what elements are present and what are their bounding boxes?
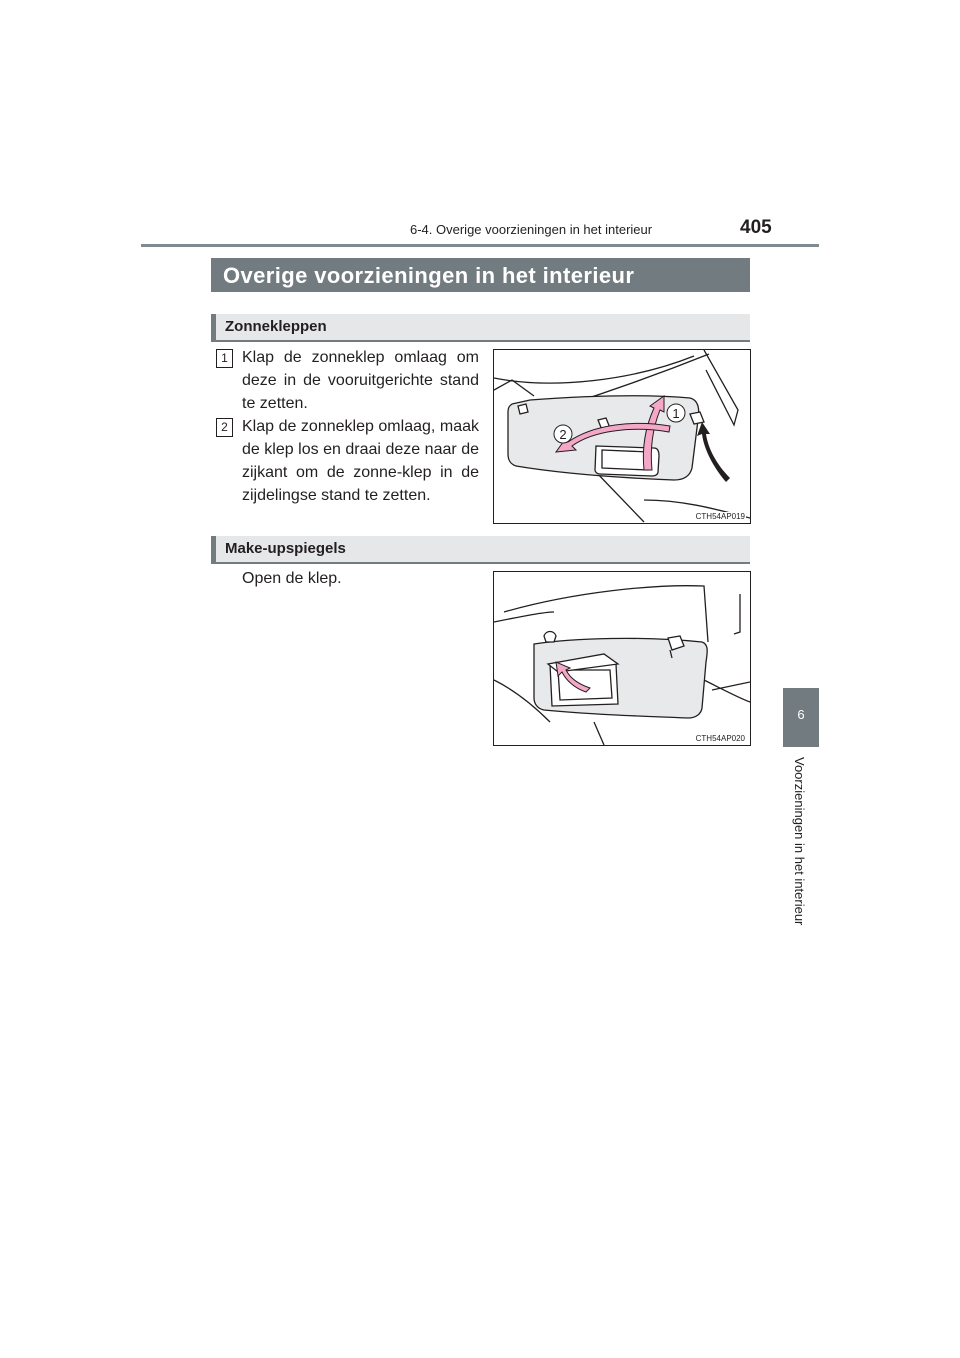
section-heading-vanity-mirrors (211, 536, 750, 564)
svg-text:2: 2 (559, 427, 567, 442)
callout-2 (554, 425, 572, 443)
section-heading-label: Make-upspiegels (225, 540, 346, 557)
chapter-label-text: Voorzieningen in het interieur (792, 757, 807, 926)
step-item (216, 346, 479, 415)
illustration-code: CTH54AP019 (695, 512, 745, 521)
step-text: Klap de zonneklep omlaag om deze in de vooruitgerichte stand te zetten. (242, 349, 479, 412)
step-item (216, 415, 479, 507)
step-number-badge: 2 (216, 418, 233, 437)
section-heading-sun-visors (211, 314, 750, 342)
header-rule (141, 244, 819, 247)
step-text: Klap de zonneklep omlaag, maak de klep los en draai deze naar de zijkant om de zonne-klep in de zijdelingse stand te zetten. (242, 418, 479, 504)
section-heading-marker (211, 314, 216, 342)
section-heading-label: Zonnekleppen (225, 318, 327, 335)
illustration-code: CTH54AP020 (695, 734, 745, 743)
vanity-mirror-illustration (493, 571, 751, 746)
header-section-title: 6-4. Overige voorzieningen in het interieur (410, 222, 653, 237)
section-heading-marker (211, 536, 216, 564)
svg-text:1: 1 (672, 406, 680, 421)
vanity-mirror-drawing (494, 572, 750, 745)
page-number: 405 (740, 217, 772, 238)
main-title: Overige voorzieningen in het interieur (223, 263, 635, 288)
chapter-number: 6 (797, 707, 805, 722)
main-title-bar (211, 258, 750, 292)
chapter-tab (783, 688, 819, 747)
callout-1 (667, 404, 685, 422)
instruction-text: Open de klep. (242, 570, 342, 587)
sun-visor-illustration (493, 349, 751, 524)
sun-visor-drawing (494, 350, 750, 523)
step-number-badge: 1 (216, 349, 233, 368)
chapter-side-label (780, 757, 820, 957)
